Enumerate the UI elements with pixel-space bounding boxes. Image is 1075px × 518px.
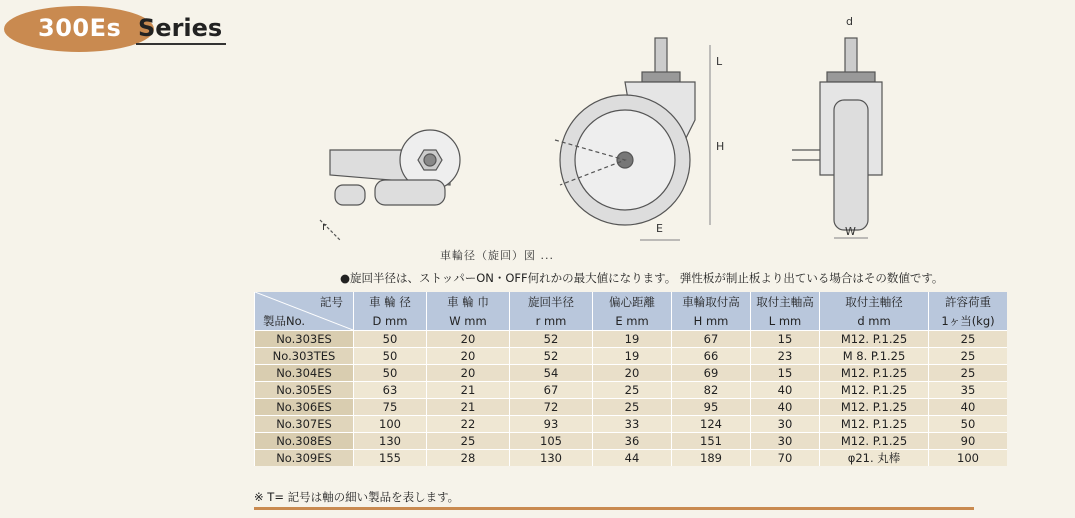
table-cell: 28 — [427, 450, 510, 467]
table-cell: 25 — [593, 399, 672, 416]
table-row — [255, 382, 1008, 399]
turning-radius-note: ●旋回半径は、ストッパーON・OFF何れかの最大値になります。 弾性板が制止板より出ている場合はその数値です。 — [340, 271, 944, 285]
table-cell: 23 — [751, 348, 820, 365]
table-cell: 69 — [672, 365, 751, 382]
table-cell: 95 — [672, 399, 751, 416]
unit-h: H mm — [672, 311, 751, 331]
table-cell: 105 — [510, 433, 593, 450]
series-number: 300Es — [38, 14, 122, 42]
top-view-drawing — [320, 130, 460, 240]
corner-product-label: 製品No. — [263, 314, 306, 328]
table-cell: M12. P.1.25 — [820, 416, 929, 433]
table-cell: 63 — [354, 382, 427, 399]
side-view-drawing — [555, 38, 710, 240]
table-cell: 50 — [354, 365, 427, 382]
product-number-cell: No.307ES — [255, 416, 354, 433]
table-cell: 66 — [672, 348, 751, 365]
table-cell: φ21. 丸棒 — [820, 450, 929, 467]
unit-l: L mm — [751, 311, 820, 331]
title-underline — [136, 43, 226, 45]
table-cell: M 8. P.1.25 — [820, 348, 929, 365]
unit-load: 1ヶ当(kg) — [929, 311, 1008, 331]
table-cell: 124 — [672, 416, 751, 433]
unit-r: r mm — [510, 311, 593, 331]
front-view-drawing — [792, 38, 882, 238]
table-cell: 20 — [427, 348, 510, 365]
spec-table — [254, 292, 1007, 466]
footnote: ※ T= 記号は軸の細い製品を表します。 — [254, 490, 460, 504]
corner-header — [255, 292, 354, 331]
table-cell: M12. P.1.25 — [820, 382, 929, 399]
table-cell: 36 — [593, 433, 672, 450]
table-cell: 54 — [510, 365, 593, 382]
corner-symbol-label: 記号 — [320, 295, 343, 309]
table-cell: 15 — [751, 365, 820, 382]
table-cell: 130 — [510, 450, 593, 467]
header-width: 車 輪 巾 — [427, 292, 510, 311]
table-row — [255, 416, 1008, 433]
dim-l: L — [716, 55, 723, 68]
table-cell: 15 — [751, 331, 820, 348]
dim-e: E — [656, 222, 663, 235]
header-diameter: 車 輪 径 — [354, 292, 427, 311]
table-cell: 25 — [427, 433, 510, 450]
header-height: 車輪取付高 — [672, 292, 751, 311]
unit-d: D mm — [354, 311, 427, 331]
table-cell: 40 — [751, 399, 820, 416]
table-cell: 100 — [929, 450, 1008, 467]
table-cell: 72 — [510, 399, 593, 416]
table-cell: 155 — [354, 450, 427, 467]
dim-w: W — [845, 225, 856, 238]
table-cell: 21 — [427, 382, 510, 399]
table-cell: 20 — [427, 331, 510, 348]
product-number-cell: No.304ES — [255, 365, 354, 382]
table-cell: 20 — [593, 365, 672, 382]
table-row — [255, 450, 1008, 467]
table-cell: 19 — [593, 331, 672, 348]
table-cell: 21 — [427, 399, 510, 416]
table-cell: 189 — [672, 450, 751, 467]
header-row-bottom — [255, 311, 1008, 331]
table-cell: 40 — [929, 399, 1008, 416]
table-cell: 100 — [354, 416, 427, 433]
product-number-cell: No.303ES — [255, 331, 354, 348]
table-cell: 151 — [672, 433, 751, 450]
header-load: 許容荷重 — [929, 292, 1008, 311]
table-cell: 93 — [510, 416, 593, 433]
bottom-rule — [254, 507, 974, 510]
header-offset: 偏心距離 — [593, 292, 672, 311]
table-cell: 40 — [751, 382, 820, 399]
unit-e: E mm — [593, 311, 672, 331]
table-cell: 25 — [929, 331, 1008, 348]
table-row — [255, 348, 1008, 365]
unit-stem: d mm — [820, 311, 929, 331]
table-cell: 20 — [427, 365, 510, 382]
table-cell: 50 — [354, 331, 427, 348]
product-number-cell: No.306ES — [255, 399, 354, 416]
product-number-cell: No.305ES — [255, 382, 354, 399]
table-cell: 75 — [354, 399, 427, 416]
table-cell: 25 — [929, 365, 1008, 382]
spec-table-body — [255, 331, 1008, 467]
table-cell: 44 — [593, 450, 672, 467]
table-cell: 30 — [751, 416, 820, 433]
figure-caption: 車輪径（旋回）図 ... — [440, 249, 554, 262]
table-cell: 67 — [510, 382, 593, 399]
header-stem-height: 取付主軸高 — [751, 292, 820, 311]
table-cell: M12. P.1.25 — [820, 433, 929, 450]
header-row-top — [255, 292, 1008, 311]
table-cell: 22 — [427, 416, 510, 433]
product-number-cell: No.308ES — [255, 433, 354, 450]
table-cell: 25 — [593, 382, 672, 399]
table-cell: 19 — [593, 348, 672, 365]
table-row — [255, 331, 1008, 348]
table-cell: 35 — [929, 382, 1008, 399]
caster-drawings — [300, 10, 900, 245]
table-cell: 70 — [751, 450, 820, 467]
product-number-cell: No.303TES — [255, 348, 354, 365]
table-cell: 50 — [929, 416, 1008, 433]
dim-r: r — [322, 220, 327, 233]
table-cell: 50 — [354, 348, 427, 365]
table-cell: M12. P.1.25 — [820, 331, 929, 348]
table-cell: 52 — [510, 331, 593, 348]
table-cell: 90 — [929, 433, 1008, 450]
unit-w: W mm — [427, 311, 510, 331]
table-cell: 82 — [672, 382, 751, 399]
header-radius: 旋回半径 — [510, 292, 593, 311]
table-cell: 52 — [510, 348, 593, 365]
table-cell: 33 — [593, 416, 672, 433]
table-cell: M12. P.1.25 — [820, 399, 929, 416]
dim-d: d — [846, 15, 853, 28]
product-number-cell: No.309ES — [255, 450, 354, 467]
table-cell: M12. P.1.25 — [820, 365, 929, 382]
header-stem-dia: 取付主軸径 — [820, 292, 929, 311]
table-row — [255, 433, 1008, 450]
table-cell: 130 — [354, 433, 427, 450]
table-cell: 25 — [929, 348, 1008, 365]
table-cell: 30 — [751, 433, 820, 450]
dim-h: H — [716, 140, 725, 153]
table-cell: 67 — [672, 331, 751, 348]
table-row — [255, 399, 1008, 416]
series-label: Series — [138, 14, 223, 42]
table-row — [255, 365, 1008, 382]
